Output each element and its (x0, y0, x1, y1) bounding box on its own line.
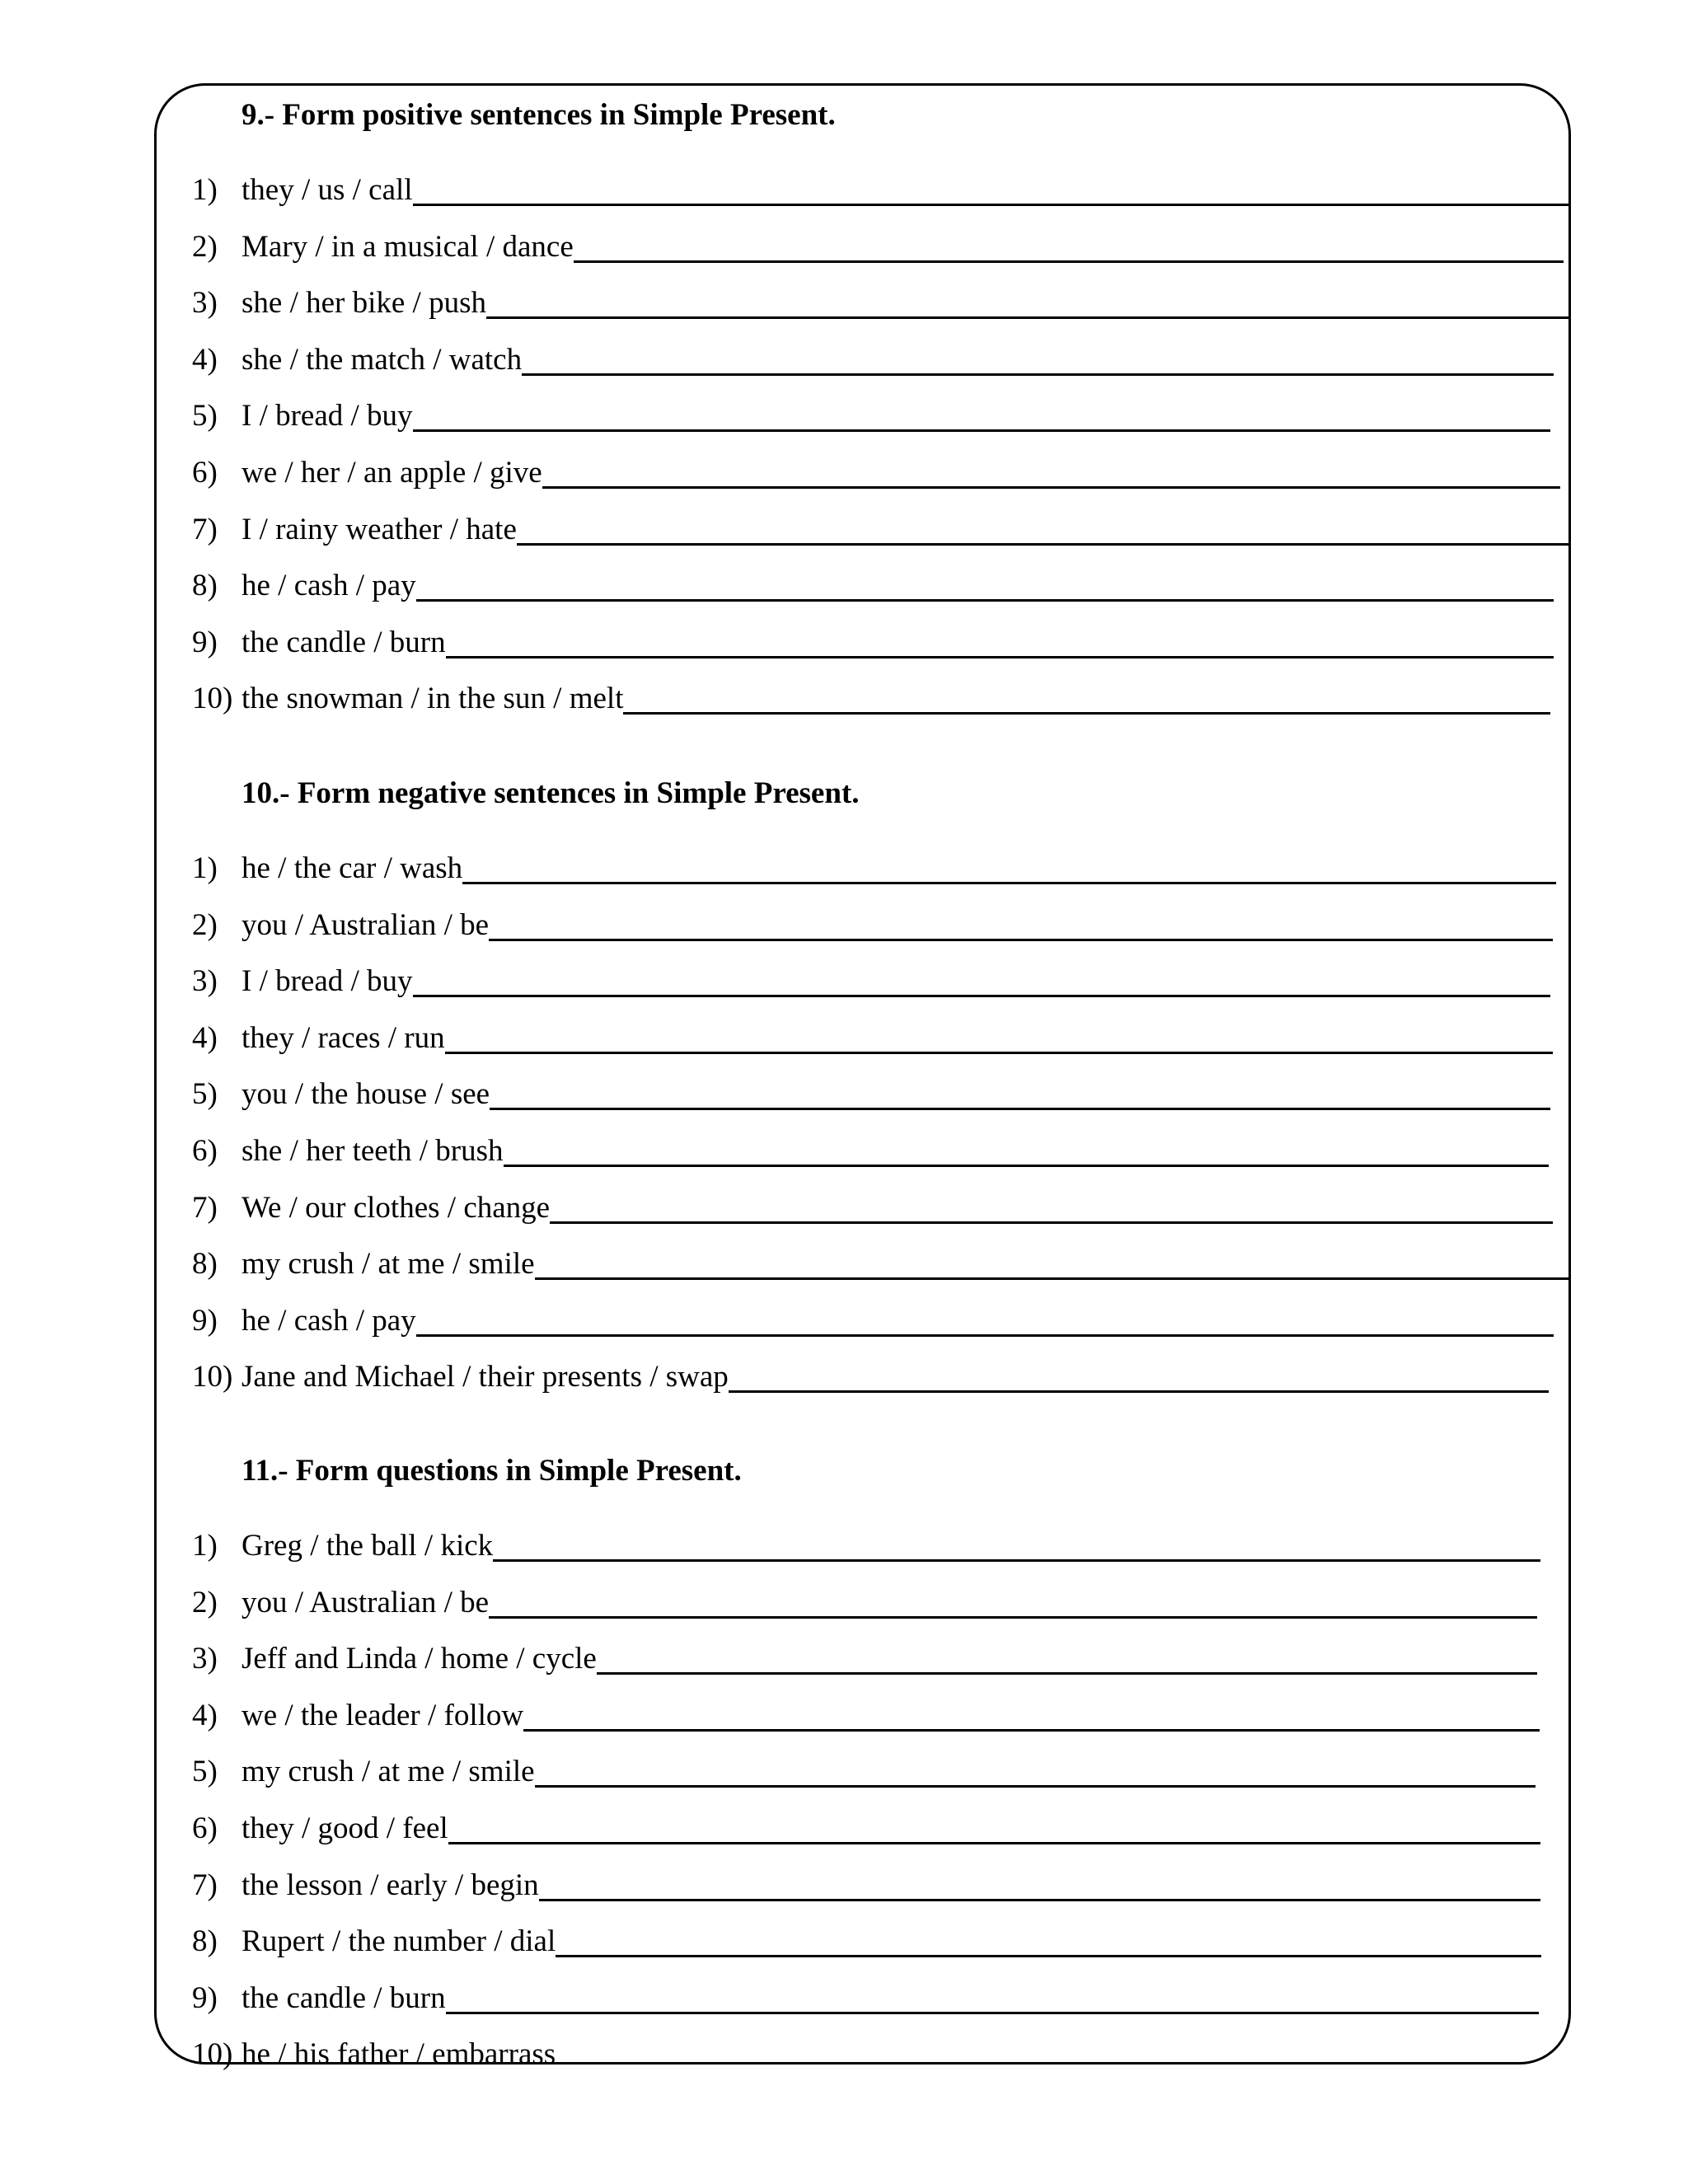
item-prompt: he / the car / wash (241, 851, 463, 885)
answer-line[interactable] (535, 1277, 1571, 1280)
item-prompt: We / our clothes / change (241, 1190, 551, 1225)
item-number: 1) (192, 173, 218, 207)
item-prompt: the snowman / in the sun / melt (241, 682, 624, 716)
item-number: 3) (192, 1642, 218, 1676)
answer-line[interactable] (413, 204, 1571, 206)
item-number: 7) (192, 1868, 218, 1902)
answer-line[interactable] (535, 1785, 1536, 1788)
item-prompt: my crush / at me / smile (241, 1755, 535, 1789)
answer-line[interactable] (416, 1334, 1554, 1337)
answer-line[interactable] (486, 316, 1568, 319)
answer-line[interactable] (729, 1390, 1549, 1393)
answer-line[interactable] (416, 599, 1554, 602)
item-prompt: you / Australian / be (241, 907, 490, 942)
item-number: 10) (192, 2037, 233, 2072)
answer-line[interactable] (574, 260, 1564, 263)
answer-line[interactable] (550, 1221, 1553, 1224)
item-prompt: they / us / call (241, 173, 413, 207)
answer-line[interactable] (623, 712, 1550, 715)
section-heading: 11.- Form questions in Simple Present. (241, 1454, 742, 1488)
item-prompt: the candle / burn (241, 625, 446, 659)
item-number: 10) (192, 1360, 233, 1394)
item-number: 6) (192, 456, 218, 490)
answer-line[interactable] (446, 656, 1554, 658)
item-prompt: Mary / in a musical / dance (241, 229, 574, 264)
item-number: 5) (192, 1755, 218, 1789)
item-number: 9) (192, 625, 218, 659)
item-number: 9) (192, 1303, 218, 1338)
item-number: 3) (192, 964, 218, 999)
item-prompt: he / cash / pay (241, 569, 416, 603)
answer-line[interactable] (504, 1165, 1549, 1167)
item-prompt: Jane and Michael / their presents / swap (241, 1360, 729, 1394)
answer-line[interactable] (445, 1052, 1553, 1054)
item-number: 5) (192, 399, 218, 434)
item-prompt: she / her teeth / brush (241, 1134, 504, 1168)
answer-line[interactable] (493, 1559, 1540, 1562)
item-number: 2) (192, 1585, 218, 1619)
item-number: 4) (192, 1020, 218, 1055)
item-prompt: we / the leader / follow (241, 1698, 524, 1732)
item-prompt: you / the house / see (241, 1077, 490, 1112)
answer-line[interactable] (539, 1899, 1540, 1901)
answer-line[interactable] (522, 373, 1554, 376)
item-number: 6) (192, 1811, 218, 1845)
item-prompt: I / bread / buy (241, 964, 413, 999)
item-number: 9) (192, 1980, 218, 2015)
item-prompt: he / cash / pay (241, 1303, 416, 1338)
item-prompt: they / races / run (241, 1020, 445, 1055)
answer-line[interactable] (413, 429, 1550, 432)
item-number: 1) (192, 1529, 218, 1563)
answer-line[interactable] (517, 543, 1568, 546)
item-number: 7) (192, 512, 218, 546)
item-prompt: they / good / feel (241, 1811, 448, 1845)
item-prompt: the candle / burn (241, 1980, 446, 2015)
answer-line[interactable] (462, 882, 1556, 884)
item-number: 4) (192, 1698, 218, 1732)
section-heading: 10.- Form negative sentences in Simple Present. (241, 776, 860, 810)
item-prompt: my crush / at me / smile (241, 1247, 535, 1282)
answer-line[interactable] (489, 1616, 1537, 1619)
item-number: 8) (192, 1924, 218, 1959)
item-number: 7) (192, 1190, 218, 1225)
answer-line[interactable] (597, 1672, 1537, 1675)
answer-line[interactable] (490, 1108, 1550, 1110)
item-number: 2) (192, 907, 218, 942)
item-prompt: I / bread / buy (241, 399, 413, 434)
answer-line[interactable] (523, 1729, 1540, 1732)
item-prompt: Jeff and Linda / home / cycle (241, 1642, 597, 1676)
item-number: 8) (192, 569, 218, 603)
item-prompt: the lesson / early / begin (241, 1868, 539, 1902)
item-number: 8) (192, 1247, 218, 1282)
answer-line[interactable] (542, 486, 1560, 489)
item-prompt: you / Australian / be (241, 1585, 490, 1619)
answer-line[interactable] (556, 1955, 1541, 1957)
section-heading: 9.- Form positive sentences in Simple Present. (241, 98, 836, 132)
item-prompt: Rupert / the number / dial (241, 1924, 556, 1959)
item-prompt: we / her / an apple / give (241, 456, 542, 490)
answer-line[interactable] (446, 2012, 1539, 2014)
item-number: 4) (192, 342, 218, 377)
item-number: 2) (192, 229, 218, 264)
item-prompt: he / his father / embarrass (241, 2037, 556, 2072)
item-number: 6) (192, 1134, 218, 1168)
item-prompt: Greg / the ball / kick (241, 1529, 494, 1563)
answer-line[interactable] (448, 1842, 1540, 1844)
item-prompt: she / her bike / push (241, 286, 486, 321)
item-number: 1) (192, 851, 218, 885)
item-number: 10) (192, 682, 233, 716)
item-number: 3) (192, 286, 218, 321)
answer-line[interactable] (489, 939, 1553, 941)
item-prompt: I / rainy weather / hate (241, 512, 517, 546)
item-number: 5) (192, 1077, 218, 1112)
item-prompt: she / the match / watch (241, 342, 523, 377)
answer-line[interactable] (413, 995, 1550, 997)
